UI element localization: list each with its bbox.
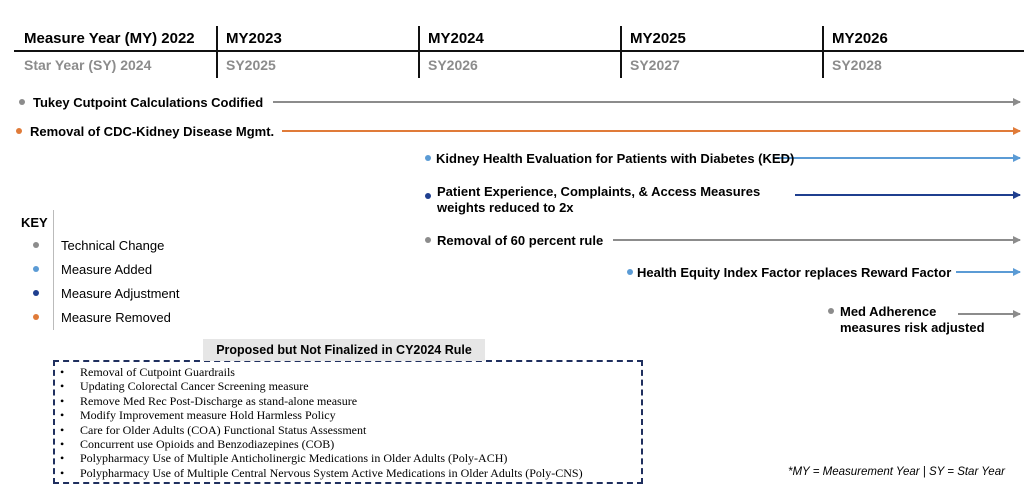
key-divider bbox=[53, 210, 54, 330]
added-dot-icon bbox=[425, 155, 431, 161]
list-item: • Removal of Cutpoint Guardrails bbox=[60, 365, 235, 379]
item-line: weights reduced to 2x bbox=[437, 200, 574, 215]
key-item-removed: Measure Removed bbox=[61, 310, 171, 325]
adjustment-dot-icon bbox=[425, 193, 431, 199]
item-60-percent: Removal of 60 percent rule bbox=[437, 233, 604, 248]
list-item: • Polypharmacy Use of Multiple Anticholinergic Medications in Older Adults (Poly-ACH) bbox=[60, 451, 508, 466]
list-item: • Remove Med Rec Post-Discharge as stand-alone measure bbox=[60, 393, 358, 408]
technical-dot-icon bbox=[33, 242, 39, 248]
measure-year-label: MY2023 bbox=[226, 30, 282, 47]
key-item-technical: Technical Change bbox=[61, 238, 165, 253]
item-health-equity: Health Equity Index Factor replaces Reward Factor bbox=[637, 265, 952, 280]
proposed-list bbox=[60, 365, 583, 480]
key-item-adjustment: Measure Adjustment bbox=[61, 286, 180, 301]
star-year-label: SY2027 bbox=[630, 57, 680, 73]
proposed-title: Proposed but Not Finalized in CY2024 Rule bbox=[203, 339, 485, 361]
item-cdc-removal: Removal of CDC-Kidney Disease Mgmt. bbox=[30, 124, 275, 139]
list-item: • Polypharmacy Use of Multiple Central Nervous System Active Medications in Older Adults (Poly-CNS) bbox=[60, 465, 583, 480]
technical-dot-icon bbox=[19, 99, 25, 105]
list-item: • Modify Improvement measure Hold Harmless Policy bbox=[60, 408, 336, 423]
measure-year-label: MY2026 bbox=[832, 30, 888, 47]
removed-dot-icon bbox=[16, 128, 22, 134]
key-item-added: Measure Added bbox=[61, 262, 153, 277]
item-line: Med Adherence bbox=[840, 304, 937, 319]
star-year-label: Star Year (SY) 2024 bbox=[24, 57, 152, 73]
item-line: Patient Experience, Complaints, & Access Measures bbox=[437, 184, 761, 199]
item-ked: Kidney Health Evaluation for Patients with Diabetes (KED) bbox=[436, 151, 795, 166]
star-year-label: SY2026 bbox=[428, 57, 478, 73]
footnote: *MY = Measurement Year | SY = Star Year bbox=[788, 466, 1005, 478]
adjustment-dot-icon bbox=[33, 290, 39, 296]
item-line: measures risk adjusted bbox=[840, 320, 985, 335]
item-med-adherence bbox=[840, 304, 985, 336]
measure-year-label: MY2024 bbox=[428, 30, 484, 47]
item-patient-experience bbox=[437, 184, 760, 216]
star-year-label: SY2025 bbox=[226, 57, 276, 73]
list-item: • Concurrent use Opioids and Benzodiazepines (COB) bbox=[60, 437, 335, 452]
list-item: • Updating Colorectal Cancer Screening measure bbox=[60, 379, 309, 394]
technical-dot-icon bbox=[425, 237, 431, 243]
added-dot-icon bbox=[33, 266, 39, 272]
technical-dot-icon bbox=[828, 308, 834, 314]
added-dot-icon bbox=[627, 269, 633, 275]
measure-year-label: Measure Year (MY) 2022 bbox=[24, 30, 195, 47]
star-year-label: SY2028 bbox=[832, 57, 882, 73]
removed-dot-icon bbox=[33, 314, 39, 320]
key-title: KEY bbox=[21, 215, 48, 230]
measure-year-label: MY2025 bbox=[630, 30, 686, 47]
list-item: • Care for Older Adults (COA) Functional Status Assessment bbox=[60, 422, 367, 437]
item-tukey: Tukey Cutpoint Calculations Codified bbox=[33, 95, 264, 110]
